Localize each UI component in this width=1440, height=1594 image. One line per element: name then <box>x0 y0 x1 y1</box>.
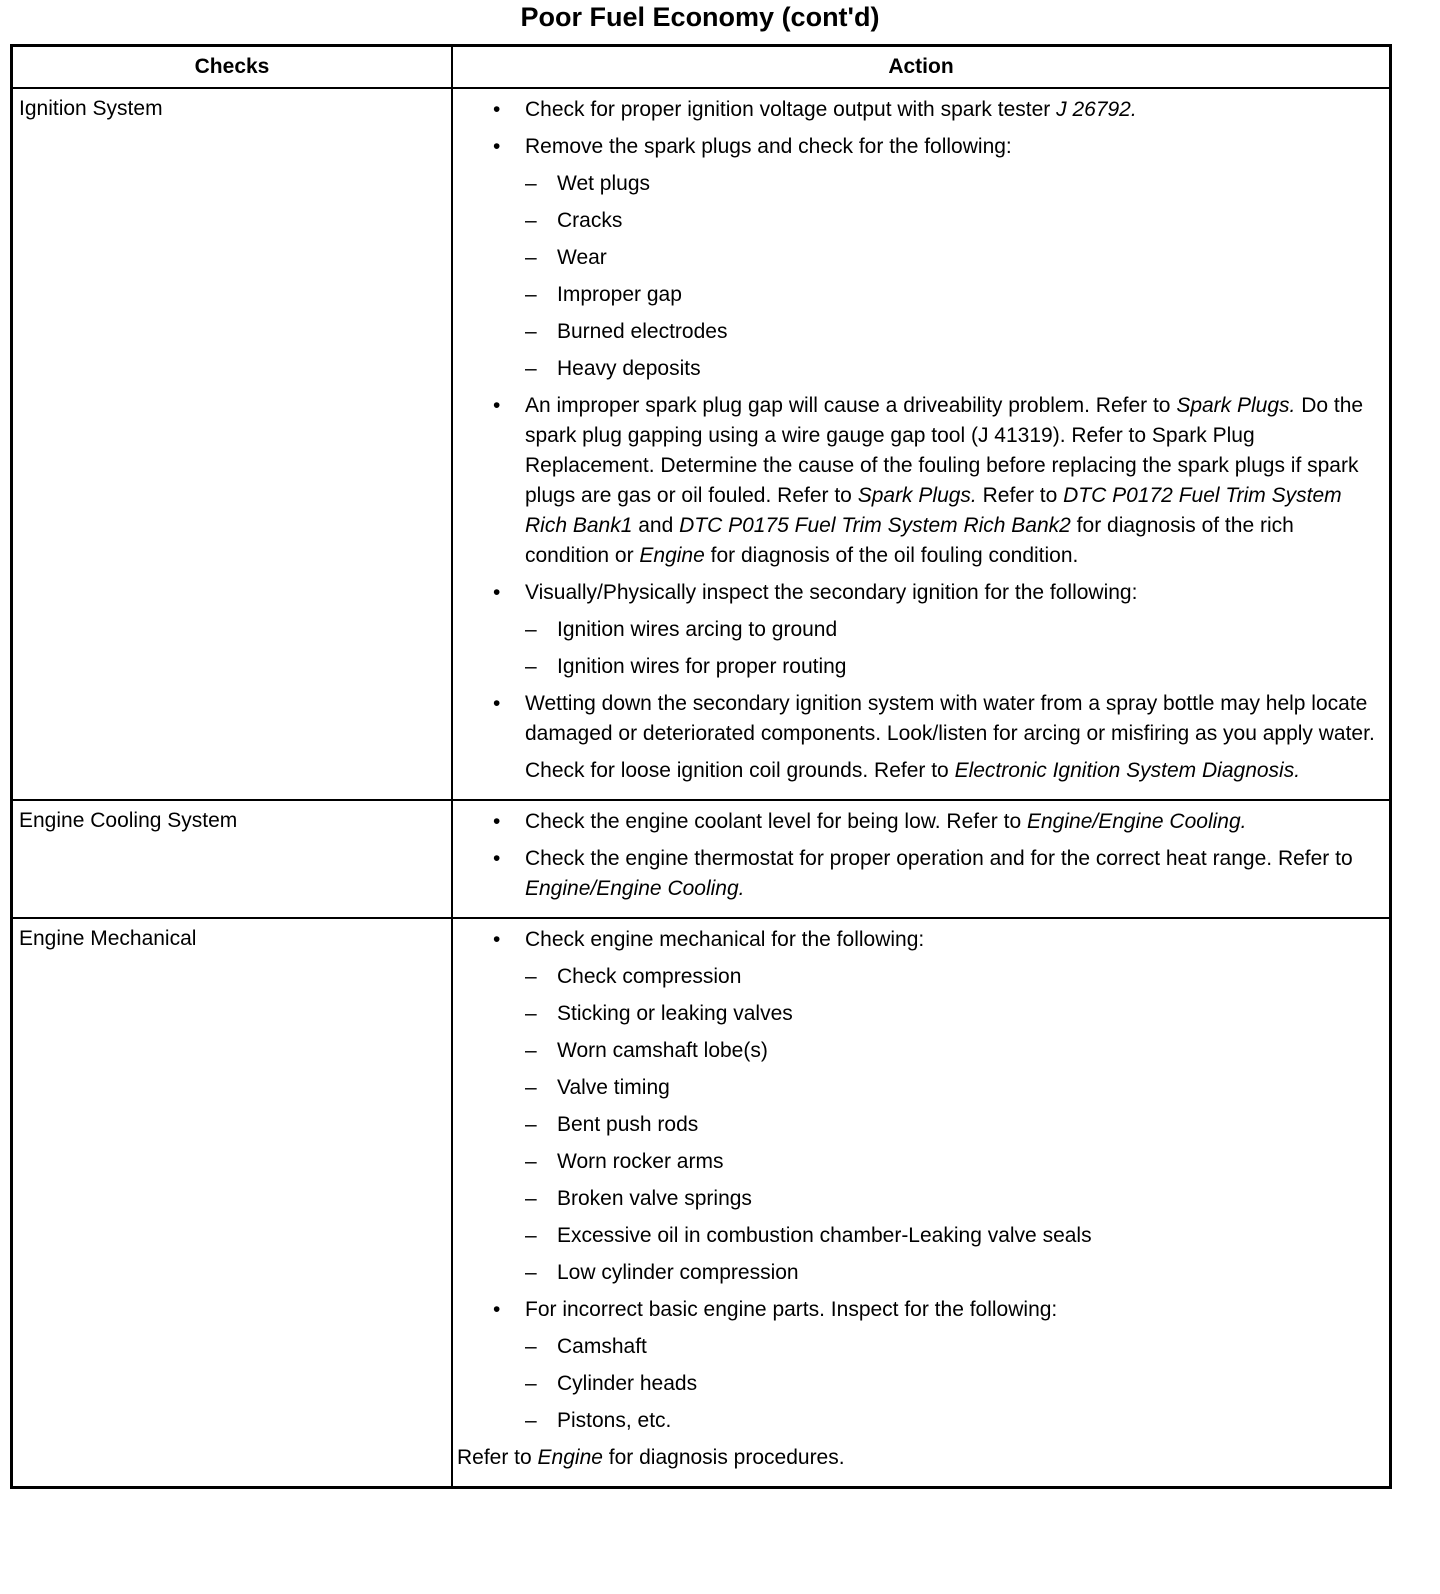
table-row <box>12 918 1391 1488</box>
sub-list-item <box>493 354 1383 384</box>
text-segment: Refer to <box>976 484 1064 507</box>
reference-text: Engine <box>537 1446 603 1469</box>
reference-text: Electronic Ignition System Diagnosis. <box>954 759 1301 782</box>
text-segment: Burned electrodes <box>557 320 728 343</box>
text-segment: Ignition wires arcing to ground <box>557 618 838 641</box>
text-segment: Worn rocker arms <box>557 1150 724 1173</box>
text-segment: Low cylinder compression <box>557 1261 799 1284</box>
text-segment: An improper spark plug gap will cause a driveability problem. Refer to <box>525 394 1177 417</box>
page-title: Poor Fuel Economy (cont'd) <box>520 2 880 32</box>
check-cell: Engine Cooling System <box>12 800 453 918</box>
text-segment: Worn camshaft lobe(s) <box>557 1039 768 1062</box>
table-header-row <box>12 46 1391 89</box>
reference-text: Engine/Engine Cooling. <box>525 877 745 900</box>
check-cell: Engine Mechanical <box>12 918 453 1488</box>
list-item <box>493 578 1383 608</box>
paragraph <box>457 1443 1383 1473</box>
list-item <box>493 844 1383 904</box>
text-segment: for diagnosis of the oil fouling condition. <box>704 544 1079 567</box>
sub-list-item <box>493 1036 1383 1066</box>
action-column-header: Action <box>452 46 1391 89</box>
list-item <box>493 807 1383 837</box>
text-segment: Wear <box>557 246 607 269</box>
text-segment: Check compression <box>557 965 742 988</box>
text-segment: Check the engine coolant level for being low. Refer to <box>525 810 1027 833</box>
action-cell <box>452 88 1391 800</box>
sub-list-item <box>493 1258 1383 1288</box>
text-segment: Check engine mechanical for the following: <box>525 928 925 951</box>
text-segment: Visually/Physically inspect the secondary ignition for the following: <box>525 581 1138 604</box>
action-cell <box>452 918 1391 1488</box>
text-segment: and <box>632 514 680 537</box>
sub-list-item <box>493 1406 1383 1436</box>
text-segment: Heavy deposits <box>557 357 701 380</box>
sub-list-item <box>493 1073 1383 1103</box>
sub-list-item <box>493 317 1383 347</box>
diagnosis-table <box>10 44 1392 1489</box>
paragraph <box>493 756 1383 786</box>
sub-list-item <box>493 1184 1383 1214</box>
list-item <box>493 132 1383 162</box>
list-item <box>493 689 1383 749</box>
text-segment: Sticking or leaking valves <box>557 1002 793 1025</box>
reference-text: Spark Plugs. <box>857 484 977 507</box>
list-item <box>493 391 1383 571</box>
sub-list-item <box>493 615 1383 645</box>
text-segment: Check for proper ignition voltage output with spark tester <box>525 98 1057 121</box>
text-segment: Improper gap <box>557 283 682 306</box>
text-segment: Check the engine thermostat for proper operation and for the correct heat range. Refer to <box>525 847 1353 870</box>
table-row <box>12 88 1391 800</box>
sub-list-item <box>493 1332 1383 1362</box>
sub-list-item <box>493 1147 1383 1177</box>
sub-list-item <box>493 1221 1383 1251</box>
reference-text: J 26792. <box>1056 98 1137 121</box>
text-segment: Remove the spark plugs and check for the following: <box>525 135 1012 158</box>
table-row <box>12 800 1391 918</box>
sub-list-item <box>493 962 1383 992</box>
sub-list-item <box>493 999 1383 1029</box>
list-item <box>493 925 1383 955</box>
reference-text: Engine/Engine Cooling. <box>1026 810 1247 833</box>
check-cell: Ignition System <box>12 88 453 800</box>
sub-list-item <box>493 652 1383 682</box>
text-segment: Excessive oil in combustion chamber-Leaking valve seals <box>557 1224 1092 1247</box>
text-segment: Ignition wires for proper routing <box>557 655 847 678</box>
list-item <box>493 95 1383 125</box>
sub-list-item <box>493 280 1383 310</box>
text-segment: Pistons, etc. <box>557 1409 672 1432</box>
sub-list-item <box>493 206 1383 236</box>
checks-column-header: Checks <box>12 46 453 89</box>
text-segment: for diagnosis of the rich condition or <box>525 514 1294 567</box>
text-segment: Check for loose ignition coil grounds. Refer to <box>525 759 955 782</box>
text-segment: Cylinder heads <box>557 1372 698 1395</box>
text-segment: Refer to <box>457 1446 538 1469</box>
text-segment: Valve timing <box>557 1076 670 1099</box>
text-segment: Do the spark plug gapping using a wire gauge gap tool (J 41319). Refer to Spark Plug Replacement. Determine the cause of the fouling before replacing the spark plugs if spark plugs are gas or oil fouled. Refer to <box>525 394 1364 507</box>
text-segment: Broken valve springs <box>557 1187 752 1210</box>
sub-list-item <box>493 169 1383 199</box>
reference-text: DTC P0175 Fuel Trim System Rich Bank2 <box>679 514 1071 537</box>
reference-text: Engine <box>639 544 705 567</box>
reference-text: DTC P0172 Fuel Trim System Rich Bank1 <box>525 484 1342 537</box>
reference-text: Spark Plugs. <box>1176 394 1296 417</box>
text-segment: Wetting down the secondary ignition system with water from a spray bottle may help locate damaged or deteriorated components. Look/listen for arcing or misfiring as you apply water. <box>525 692 1375 745</box>
text-segment: For incorrect basic engine parts. Inspect for the following: <box>525 1298 1058 1321</box>
sub-list-item <box>493 1369 1383 1399</box>
text-segment: Cracks <box>557 209 623 232</box>
text-segment: for diagnosis procedures. <box>602 1446 845 1469</box>
list-item <box>493 1295 1383 1325</box>
text-segment: Camshaft <box>557 1335 647 1358</box>
text-segment: Wet plugs <box>557 172 650 195</box>
text-segment: Bent push rods <box>557 1113 699 1136</box>
sub-list-item <box>493 243 1383 273</box>
sub-list-item <box>493 1110 1383 1140</box>
action-cell <box>452 800 1391 918</box>
